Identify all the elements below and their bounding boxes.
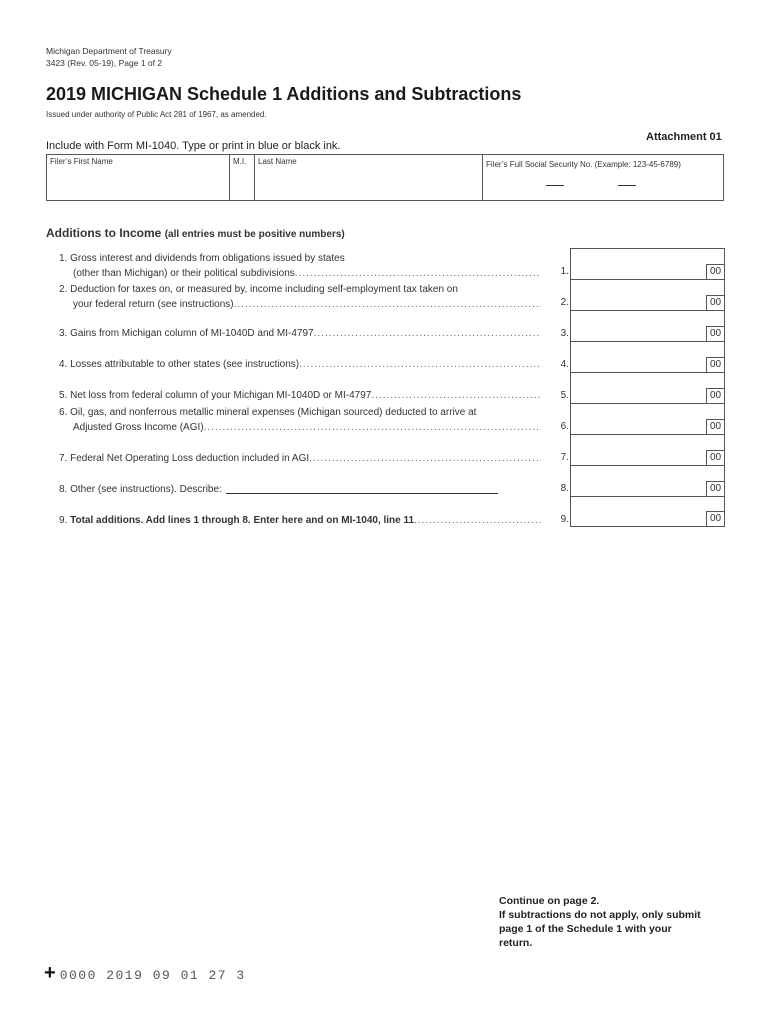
- last-name-input[interactable]: [259, 173, 482, 197]
- line-number: 9.: [560, 514, 569, 525]
- line-6-amount-box: [570, 403, 725, 434]
- barcode-digits: 0000 2019 09 01 27 3: [59, 968, 246, 983]
- cents-field: 00: [706, 357, 724, 372]
- cents-field: 00: [706, 419, 724, 434]
- line-6-amount-input[interactable]: [573, 410, 705, 432]
- line-number: 6.: [560, 421, 569, 432]
- line-number: 8.: [560, 483, 569, 494]
- ssn-separator-dash: [546, 185, 564, 186]
- cents-field: 00: [706, 481, 724, 496]
- line-1-text: 1. Gross interest and dividends from obligations issued by states (other than Michigan) or their political subdivisions .....: [59, 251, 541, 281]
- line-9-amount-input[interactable]: [573, 503, 705, 525]
- ssn-cell[interactable]: [482, 155, 723, 200]
- cents-field: 00: [706, 388, 724, 403]
- line-number: 7.: [560, 452, 569, 463]
- cents-field: 00: [706, 264, 724, 279]
- cents-field: 00: [706, 450, 724, 465]
- form-id: 3423 (Rev. 05-19), Page 1 of 2: [46, 58, 163, 68]
- line-number: 1.: [560, 266, 569, 277]
- line-8-amount-box: [570, 465, 725, 496]
- line-9-amount-box: [570, 496, 725, 527]
- filer-info-box: [46, 154, 724, 201]
- additions-section-title: [46, 226, 345, 240]
- section-heading: Additions to Income: [46, 226, 162, 240]
- last-name-cell: [255, 155, 482, 200]
- mi-label: M.I.: [233, 157, 247, 166]
- line-4-text: 4. Losses attributable to other states (see instructions) .....: [59, 357, 541, 372]
- first-name-cell: [47, 155, 230, 200]
- line-4-amount-box: [570, 341, 725, 372]
- last-name-label: Last Name: [258, 157, 297, 166]
- line-2-amount-box: [570, 279, 725, 310]
- line-7-amount-input[interactable]: [573, 441, 705, 463]
- line-9-text: 9. Total additions. Add lines 1 through 8. Enter here and on MI-1040, line 11 .....: [59, 513, 541, 528]
- line-number: 5.: [560, 390, 569, 401]
- line-5-amount-box: [570, 372, 725, 403]
- line-7-text: 7. Federal Net Operating Loss deduction included in AGI .....: [59, 451, 541, 466]
- include-instructions: Include with Form MI-1040. Type or print in blue or black ink.: [46, 140, 341, 152]
- line-3-amount-input[interactable]: [573, 317, 705, 339]
- line-1-amount-input[interactable]: [573, 255, 705, 277]
- authority-text: Issued under authority of Public Act 281 of 1967, as amended.: [46, 110, 267, 119]
- amount-column: [570, 248, 725, 527]
- line-number: 2.: [560, 297, 569, 308]
- line-1-amount-box: [570, 248, 725, 279]
- line-4-amount-input[interactable]: [573, 348, 705, 370]
- line-5-text: 5. Net loss from federal column of your Michigan MI-1040D or MI-4797 .....: [59, 388, 541, 403]
- first-name-input[interactable]: [51, 173, 229, 197]
- continue-note: Continue on page 2. If subtractions do not apply, only submit page 1 of the Schedule 1 with your return.: [499, 895, 701, 949]
- first-name-label: Filer’s First Name: [50, 157, 113, 166]
- section-note: (all entries must be positive numbers): [164, 229, 345, 240]
- attachment-number: Attachment 01: [646, 131, 722, 143]
- plus-icon: +: [44, 962, 56, 984]
- cents-field: 00: [706, 295, 724, 310]
- mi-input[interactable]: [234, 173, 254, 197]
- describe-input-line[interactable]: [226, 482, 498, 494]
- line-number: 4.: [560, 359, 569, 370]
- line-8-text: 8. Other (see instructions). Describe:: [59, 482, 541, 497]
- mi-cell: [230, 155, 255, 200]
- line-3-amount-box: [570, 310, 725, 341]
- line-8-amount-input[interactable]: [573, 472, 705, 494]
- agency-name: Michigan Department of Treasury: [46, 46, 172, 56]
- line-7-amount-box: [570, 434, 725, 465]
- ssn-separator-dash: [618, 185, 636, 186]
- form-agency-header: [46, 45, 172, 69]
- form-title: 2019 MICHIGAN Schedule 1 Additions and Subtractions: [46, 84, 522, 104]
- line-number: 3.: [560, 328, 569, 339]
- line-2-amount-input[interactable]: [573, 286, 705, 308]
- line-3-text: 3. Gains from Michigan column of MI-1040D and MI-4797 .....: [59, 326, 541, 341]
- form-barcode-number: [44, 962, 246, 985]
- ssn-label: Filer’s Full Social Security No. (Example: 123-45-6789): [486, 160, 681, 169]
- line-5-amount-input[interactable]: [573, 379, 705, 401]
- line-6-text: 6. Oil, gas, and nonferrous metallic mineral expenses (Michigan sourced) deducted to arrive at Adjusted Gross Income (AGI) .....: [59, 405, 541, 435]
- cents-field: 00: [706, 511, 724, 526]
- cents-field: 00: [706, 326, 724, 341]
- line-2-text: 2. Deduction for taxes on, or measured by, income including self-employment tax taken on your federal return (see instructions) .....: [59, 282, 541, 312]
